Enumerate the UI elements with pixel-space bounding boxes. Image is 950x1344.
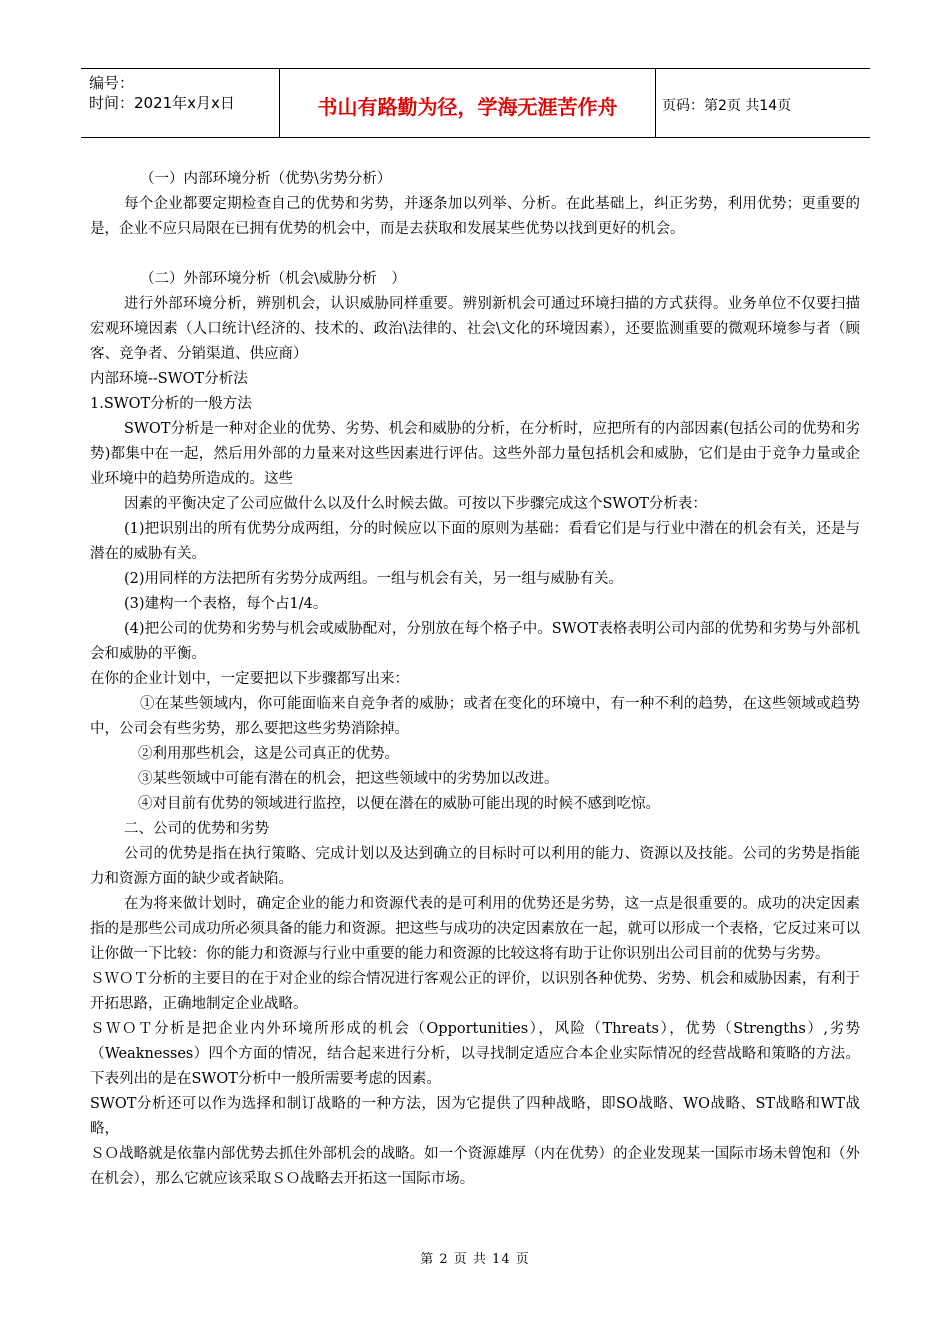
document-header (81, 68, 870, 138)
page-footer: 第 2 页 共 14 页 (420, 1252, 530, 1267)
list-item: ③某些领域中可能有潜在的机会，把这些领域中的劣势加以改进。 (138, 771, 559, 787)
paragraph: ＳＷＯＴ分析的主要目的在于对企业的综合情况进行客观公正的评价，以识别各种优势、劣势、机会和威胁因素，有利于开拓思路，正确地制定企业战略。 (90, 971, 860, 1012)
header-page-info: 页码：第2页 共14页 (662, 98, 792, 114)
paragraph: 在你的企业计划中，一定要把以下步骤都写出来： (90, 671, 409, 687)
paragraph: ＳＷＯＴ分析是把企业内外环境所形成的机会（Opportunities），风险（Threats），优势（Strengths）,劣势（Weaknesses）四个方面的情况，结合起来进行分析，以寻找制定适应合本企业实际情况的经营战略和策略的方法。下表列出的是在SWOT分析中一般所需要考虑的因素。 (90, 1021, 860, 1087)
section-heading-strengths: 二、公司的优势和劣势 (124, 821, 269, 837)
section-heading-internal: （一）内部环境分析（优势\劣势分析） (140, 171, 392, 187)
list-item: ④对目前有优势的领域进行监控，以便在潜在的威胁可能出现的时候不感到吃惊。 (138, 796, 660, 812)
section-heading-external: （二）外部环境分析（机会\威胁分析 ） (140, 271, 406, 287)
step-item: (3)建构一个表格，每个占1/4。 (124, 596, 328, 612)
step-item: (2)用同样的方法把所有劣势分成两组。一组与机会有关，另一组与威胁有关。 (124, 571, 624, 587)
number-label: 编号： (89, 74, 135, 92)
paragraph: ＳＯ战略就是依靠内部优势去抓住外部机会的战略。如一个资源雄厚（内在优势）的企业发现某一国际市场未曾饱和（外在机会），那么它就应该采取ＳＯ战略去开拓这一国际市场。 (90, 1146, 860, 1187)
paragraph: SWOT分析还可以作为选择和制订战略的一种方法，因为它提供了四种战略，即SO战略、WO战略、ST战略和WT战略， (90, 1096, 860, 1137)
step-item: (4)把公司的优势和劣势与机会或威胁配对，分别放在每个格子中。SWOT表格表明公司内部的优势和劣势与外部机会和威胁的平衡。 (90, 621, 860, 662)
header-motto: 书山有路勤为径，学海无涯苦作舟 (280, 69, 656, 137)
paragraph: 在为将来做计划时，确定企业的能力和资源代表的是可利用的优势还是劣势，这一点是很重要的。成功的决定因素指的是那些公司成功所必须具备的能力和资源。把这些与成功的决定因素放在一起，就可以形成一个表格，它反过来可以让你做一下比较：你的能力和资源与行业中重要的能力和资源的比较这将有助于让你识别出公司目前的优势与劣势。 (90, 896, 860, 962)
list-item: ②利用那些机会，这是公司真正的优势。 (138, 746, 399, 762)
document-body (90, 167, 860, 1192)
paragraph: 进行外部环境分析，辨别机会，认识威胁同样重要。辨别新机会可通过环境扫描的方式获得。业务单位不仅要扫描宏观环境因素（人口统计\经济的、技术的、政治\法律的、社会\文化的环境因素），还要监测重要的微观环境参与者（顾客、竞争者、分销渠道、供应商） (90, 296, 860, 362)
paragraph: 因素的平衡决定了公司应做什么以及什么时候去做。可按以下步骤完成这个SWOT分析表： (124, 496, 707, 512)
subheading-swot-method: 1.SWOT分析的一般方法 (90, 396, 252, 412)
paragraph: 每个企业都要定期检查自己的优势和劣势，并逐条加以列举、分析。在此基础上，纠正劣势，利用优势；更重要的是，企业不应只局限在已拥有优势的机会中，而是去获取和发展某些优势以找到更好的机会。 (90, 196, 860, 237)
paragraph: SWOT分析是一种对企业的优势、劣势、机会和威胁的分析，在分析时，应把所有的内部因素(包括公司的优势和劣势)都集中在一起，然后用外部的力量来对这些因素进行评估。这些外部力量包括机会和威胁，它们是由于竞争力量或企业环境中的趋势所造成的。这些 (90, 421, 860, 487)
date-label: 时间：2021年x月x日 (89, 94, 235, 112)
section-heading-swot: 内部环境--SWOT分析法 (90, 371, 248, 387)
paragraph: 公司的优势是指在执行策略、完成计划以及达到确立的目标时可以利用的能力、资源以及技能。公司的劣势是指能力和资源方面的缺少或者缺陷。 (90, 846, 860, 887)
step-item: (1)把识别出的所有优势分成两组，分的时候应以下面的原则为基础：看看它们是与行业中潜在的机会有关，还是与潜在的威胁有关。 (90, 521, 860, 562)
header-meta (81, 69, 280, 137)
list-item: ①在某些领域内，你可能面临来自竞争者的威胁；或者在变化的环境中，有一种不利的趋势，在这些领域或趋势中，公司会有些劣势，那么要把这些劣势消除掉。 (90, 696, 860, 737)
